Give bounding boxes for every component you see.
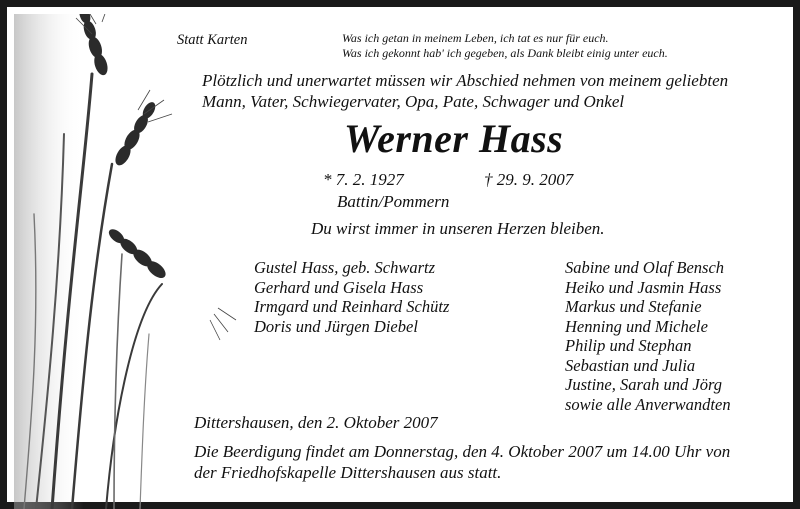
mourners-right-list — [565, 258, 731, 414]
birth-date: * 7. 2. 1927 — [323, 170, 404, 189]
list-item: Justine, Sarah und Jörg — [565, 375, 723, 394]
list-item: Philip und Stephan — [565, 336, 692, 355]
list-item: sowie alle Anverwandten — [565, 394, 731, 414]
intro-line-2: Mann, Vater, Schwiegervater, Opa, Pate, Schwager und Onkel — [202, 92, 625, 111]
list-item: Gustel Hass, geb. Schwartz — [254, 258, 436, 277]
motto-line-1: Was ich getan in meinem Leben, ich tat es nur für euch. — [342, 31, 609, 45]
list-item: Sabine und Olaf Bensch — [565, 258, 725, 277]
list-item: Doris und Jürgen Diebel — [254, 316, 418, 336]
list-item: Henning und Michele — [565, 316, 708, 336]
list-item: Gerhard und Gisela Hass — [254, 277, 424, 297]
birthplace: Battin/Pommern — [337, 192, 450, 211]
list-item: Sebastian und Julia — [565, 355, 696, 375]
statt-karten-label: Statt Karten — [177, 32, 248, 48]
funeral-line-1: Die Beerdigung findet am Donnerstag, den 4. Oktober 2007 um 14.00 Uhr von — [194, 442, 731, 461]
remembrance-line: Du wirst immer in unseren Herzen bleiben. — [311, 219, 605, 238]
list-item: Irmgard und Reinhard Schütz — [254, 297, 450, 316]
list-item: Markus und Stefanie — [565, 297, 702, 316]
deceased-name: Werner Hass — [344, 116, 564, 161]
place-date: Dittershausen, den 2. Oktober 2007 — [194, 413, 438, 432]
death-date: † 29. 9. 2007 — [484, 170, 574, 189]
mourners-left-list — [254, 258, 449, 336]
list-item: Heiko und Jasmin Hass — [565, 277, 722, 297]
funeral-line-2: der Friedhofskapelle Dittershausen aus statt. — [194, 463, 502, 482]
motto-line-2: Was ich gekonnt hab' ich gegeben, als Dank bleibt einig unter euch. — [342, 46, 668, 60]
intro-line-1: Plötzlich und unerwartet müssen wir Abschied nehmen von meinem geliebten — [202, 71, 729, 90]
